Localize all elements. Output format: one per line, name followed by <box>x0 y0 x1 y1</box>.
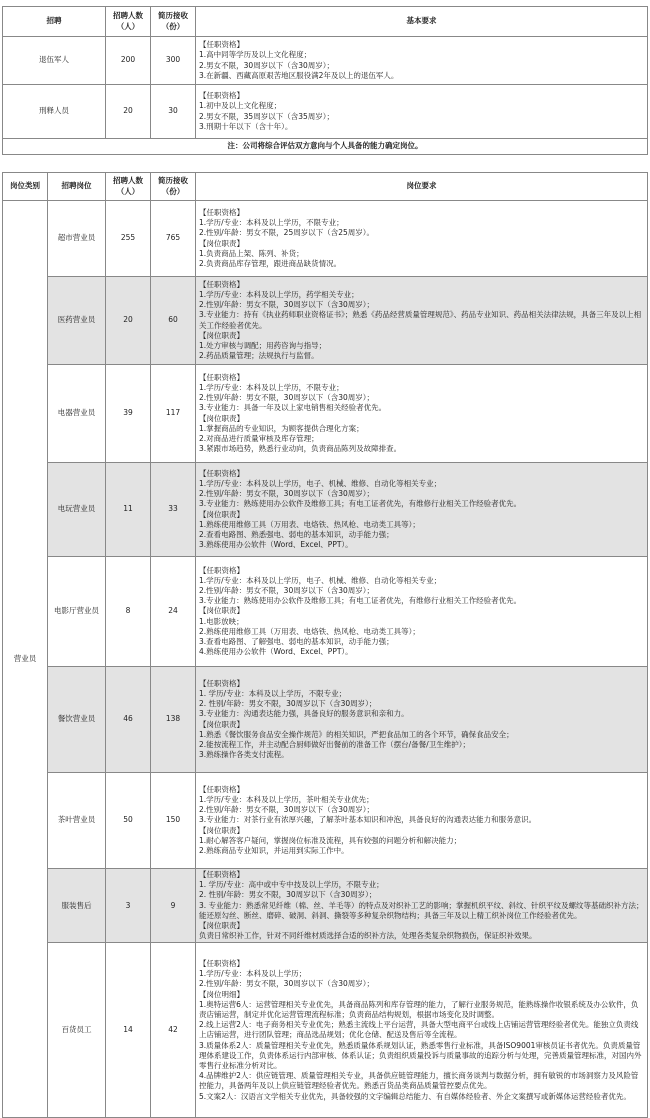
requirement-line: 1.负责商品上架、陈列、补货； <box>199 248 304 258</box>
requirements-cell <box>196 201 648 277</box>
requirements-cell <box>196 85 648 139</box>
header-requirements: 基本要求 <box>196 7 648 37</box>
requirement-line: 3.查看电路图、了解强电、弱电的基本知识，动手能力强； <box>199 637 394 646</box>
table-row <box>3 201 648 277</box>
hire-count: 8 <box>106 557 151 667</box>
resume-count: 60 <box>151 277 196 365</box>
requirement-line: 1.学历/专业：本科及以上学历，电子、机械、维修、自动化等相关专业； <box>199 478 442 488</box>
requirement-line: 1.学历/专业：本科及以上学历； <box>199 969 307 979</box>
requirement-line: 2.性别/年龄：男女不限，25周岁以下（含25周岁）。 <box>199 228 375 238</box>
hire-count: 3 <box>106 869 151 943</box>
resume-count: 138 <box>151 667 196 773</box>
requirement-line: 1.学历/专业：本科及以上学历，茶叶相关专业优先； <box>199 794 374 804</box>
requirement-line: 【岗位职责】 <box>199 413 244 423</box>
table-row <box>3 943 648 1118</box>
requirement-line: 3. 专业能力：熟悉常见纤维（棉、丝、羊毛等）的特点及对织补工艺的影响；掌握机织平纹、斜纹、针织平纹及螺纹等基础织补方法；能还原勾丝、断丝、磨碎、破洞、斜洞、撕裂等多种复杂织物结构；具备三年及以上精工织补岗位工作经验者优先。 <box>199 900 644 920</box>
hire-count: 20 <box>106 85 151 139</box>
header-resumes: 简历接收 （份） <box>151 7 196 37</box>
table-row <box>3 37 648 85</box>
hire-count: 50 <box>106 773 151 869</box>
requirement-line: 2.对商品进行质量审核及库存管理； <box>199 433 319 443</box>
requirement-line: 【任职资格】 <box>199 784 244 794</box>
resume-count: 24 <box>151 557 196 667</box>
requirement-line: 【任职资格】 <box>199 91 244 101</box>
requirement-line: 2.查看电路图、熟悉强电、弱电的基本知识，动手能力强； <box>199 529 394 539</box>
requirement-line: 1.耐心解答客户疑问，掌握岗位标准及流程，具有较强的问题分析和解决能力； <box>199 835 462 845</box>
requirement-line: 1.学历/专业：本科及以上学历，不限专业； <box>199 382 344 392</box>
requirement-line: 2.药品质量管理；法规执行与监督。 <box>199 351 319 361</box>
requirement-line: 1.学历/专业：本科及以上学历，不限专业； <box>199 218 344 228</box>
requirement-line: 2.熟练使用维修工具（万用表、电烙铁、热风枪、电动类工具等）； <box>199 626 420 636</box>
requirement-line: 3.专业能力：熟练使用办公软件及维修工具；有电工证者优先，有维修行业相关工作经验者优先。 <box>199 596 522 606</box>
requirement-line: 【岗位职责】 <box>199 921 244 931</box>
table-row <box>3 667 648 773</box>
requirement-line: 【岗位职责】 <box>199 330 244 340</box>
requirement-line: 4.熟练使用办公软件（Word、Excel、PPT）。 <box>199 647 353 657</box>
table-note: 注：公司将综合评估双方意向与个人具备的能力确定岗位。 <box>3 139 648 155</box>
requirement-line: 1.处方审核与调配；用药咨询与指导； <box>199 340 327 350</box>
position-name: 刑释人员 <box>3 85 106 139</box>
requirement-line: 【岗位职责】 <box>199 509 244 519</box>
requirement-line: 2.能按流程工作，并主动配合厨师做好出餐前的准备工作（摆台/备餐/卫生维护）； <box>199 739 470 749</box>
table-row <box>3 85 648 139</box>
position-name: 茶叶营业员 <box>48 773 106 869</box>
header-count: 招聘人数 （人） <box>106 173 151 201</box>
requirement-line: 【任职资格】 <box>199 468 244 478</box>
requirement-line: 3.刑期十年以下（含十年）。 <box>199 121 293 131</box>
table-row <box>3 869 648 943</box>
requirement-line: 【任职资格】 <box>199 870 244 879</box>
requirement-line: 【岗位职责】 <box>199 606 244 616</box>
requirement-line: 3.熟练操作各类支付流程。 <box>199 750 289 760</box>
resume-count: 117 <box>151 365 196 463</box>
requirement-line: 【任职资格】 <box>199 279 244 289</box>
requirement-line: 2.熟练商品专业知识，并运用到实际工作中。 <box>199 846 349 855</box>
requirement-line: 【岗位职责】 <box>199 825 244 835</box>
requirement-line: 3.专业能力：沟通表达能力强，具备良好的服务意识和亲和力。 <box>199 709 409 719</box>
requirement-line: 【任职资格】 <box>199 372 244 382</box>
hire-count: 39 <box>106 365 151 463</box>
position-name: 餐饮营业员 <box>48 667 106 773</box>
requirement-line: 【任职资格】 <box>199 678 244 688</box>
requirement-line: 2.性别/年龄：男女不限，30周岁以下（含30周岁）； <box>199 979 375 989</box>
resume-count: 300 <box>151 37 196 85</box>
position-name: 退伍军人 <box>3 37 106 85</box>
requirement-line: 【任职资格】 <box>199 565 244 575</box>
requirement-line: 负责日常织补工作，针对不同纤维材质选择合适的织补方法，处理各类复杂织物损伤，保证织补效果。 <box>199 931 537 941</box>
requirement-line: 2.性别/年龄：男女不限，30周岁以下（含30周岁）； <box>199 585 375 595</box>
requirement-line: 2. 性别/年龄：男女不限，30周岁以下（含30周岁）； <box>199 699 377 709</box>
requirement-line: 1.学历/专业：本科及以上学历，药学相关专业； <box>199 289 359 299</box>
header-post: 招聘岗位 <box>48 173 106 201</box>
requirement-line: 2.男女不限，35周岁以下（含35周岁）； <box>199 111 334 121</box>
requirement-line: 【岗位职责】 <box>199 719 244 729</box>
requirement-line: 1. 学历/专业：高中或中专中技及以上学历，不限专业； <box>199 880 384 890</box>
table-veterans <box>2 6 648 155</box>
position-name: 电器营业员 <box>48 365 106 463</box>
requirement-line: 3.专业能力：持有《执业药师职业资格证书》；熟悉《药品经营质量管理规范》、药品专业知识、药品相关法律法规，具备三年及以上相关工作经验者优先。 <box>199 310 642 330</box>
requirement-line: 1.高中同等学历及以上文化程度； <box>199 50 312 60</box>
header-resumes: 简历接收 （份） <box>151 173 196 201</box>
requirement-line: 2.线上运营2人：电子商务相关专业优先；熟悉主流线上平台运营，具备大型电商平台或线上店铺运营管理经验者优先。能独立负责线上店铺运营，进行团队管理；商品选品规划；优化仓储、配送及售后等全流程。 <box>199 1020 639 1040</box>
requirement-line: 1.熟练使用维修工具（万用表、电烙铁、热风枪、电动类工具等）； <box>199 519 420 529</box>
header-position: 招聘 <box>3 7 106 37</box>
requirements-cell <box>196 667 648 773</box>
position-name: 超市营业员 <box>48 201 106 277</box>
requirements-cell <box>196 277 648 365</box>
requirements-cell <box>196 557 648 667</box>
resume-count: 765 <box>151 201 196 277</box>
requirements-cell <box>196 869 648 943</box>
resume-count: 33 <box>151 463 196 557</box>
requirement-line: 【任职资格】 <box>199 40 244 50</box>
requirement-line: 3.熟练使用办公软件（Word、Excel、PPT）。 <box>199 540 353 550</box>
requirement-line: 1.电影放映； <box>199 616 244 626</box>
requirement-line: 【岗位明细】 <box>199 989 244 999</box>
requirement-line: 【任职资格】 <box>199 207 244 217</box>
position-name: 电影厅营业员 <box>48 557 106 667</box>
requirement-line: 3.在新疆、西藏高原艰苦地区服役满2年及以上的退伍军人。 <box>199 70 399 80</box>
requirement-line: 【任职资格】 <box>199 959 244 968</box>
requirement-line: 3.专业能力：对茶行业有浓厚兴趣，了解茶叶基本知识和冲泡，具备良好的沟通表达能力和服务意识。 <box>199 815 537 825</box>
hire-count: 11 <box>106 463 151 557</box>
requirement-line: 1.初中及以上文化程度； <box>199 101 282 111</box>
header-requirements: 岗位要求 <box>196 173 648 201</box>
position-name: 服装售后 <box>48 869 106 943</box>
requirements-cell <box>196 773 648 869</box>
requirement-line: 2.负责商品库存管理，跟进商品缺货情况。 <box>199 258 342 268</box>
requirement-line: 1.掌握商品的专业知识，为顾客提供合理化方案； <box>199 423 364 433</box>
requirement-line: 4.品牌维护2人：供应链管理、质量管理相关专业，具备供应链管理能力，擅长商务谈判与数据分析，拥有敏锐的市场洞察力及风险管控能力，具备两年及以上供应链管理经验者优先。熟悉百货品类商品质量管控要点优先。 <box>199 1071 639 1091</box>
requirement-line: 2.男女不限，30周岁以下（含30周岁）； <box>199 60 334 70</box>
table-row <box>3 277 648 365</box>
hire-count: 14 <box>106 943 151 1118</box>
requirement-line: 【岗位职责】 <box>199 238 244 248</box>
resume-count: 30 <box>151 85 196 139</box>
requirements-cell <box>196 365 648 463</box>
hire-count: 255 <box>106 201 151 277</box>
requirement-line: 2.性别/年龄：男女不限，30周岁以下（含30周岁）； <box>199 489 375 499</box>
requirement-line: 3.紧跟市场趋势，熟悉行业动向，负责商品陈列及故障排查。 <box>199 444 402 454</box>
resume-count: 42 <box>151 943 196 1118</box>
table-row <box>3 773 648 869</box>
requirement-line: 1.奥特运营6人：运营管理相关专业优先，具备商品陈列和库存管理的能力，了解行业服务规范，能熟练操作收银系统及办公软件，负责店铺运营，制定并优化运营管理流程标准；负责商品结构规划，根据市场变化及时调整。 <box>199 999 639 1020</box>
table-positions <box>2 172 648 1118</box>
requirements-cell <box>196 943 648 1118</box>
requirements-cell <box>196 37 648 85</box>
table-row <box>3 365 648 463</box>
position-name: 医药营业员 <box>48 277 106 365</box>
requirement-line: 1.熟悉《餐饮服务食品安全操作规范》的相关知识，严把食品加工的各个环节，确保食品安全； <box>199 729 514 739</box>
requirement-line: 1.学历/专业：本科及以上学历，电子、机械、维修、自动化等相关专业； <box>199 575 442 585</box>
header-category: 岗位类别 <box>3 173 48 201</box>
position-name: 百货员工 <box>48 943 106 1118</box>
hire-count: 20 <box>106 277 151 365</box>
table-row <box>3 463 648 557</box>
hire-count: 46 <box>106 667 151 773</box>
resume-count: 150 <box>151 773 196 869</box>
requirement-line: 2. 性别/年龄：男女不限，30周岁以下（含30周岁）； <box>199 890 377 900</box>
requirements-cell <box>196 463 648 557</box>
requirement-line: 3.专业能力：熟练使用办公软件及维修工具；有电工证者优先，有维修行业相关工作经验者优先。 <box>199 499 522 509</box>
requirement-line: 2.性别/年龄：男女不限，30周岁以下（含30周岁）； <box>199 393 375 403</box>
requirement-line: 3.专业能力：具备一年及以上家电销售相关经验者优先。 <box>199 403 387 413</box>
requirement-line: 2.性别/年龄：男女不限，30周岁以下（含30周岁）； <box>199 805 375 815</box>
table-row <box>3 557 648 667</box>
requirement-line: 2.性别/年龄：男女不限，30周岁以下（含30周岁）； <box>199 300 375 310</box>
requirement-line: 1. 学历/专业：本科及以上学历，不限专业； <box>199 688 347 698</box>
resume-count: 9 <box>151 869 196 943</box>
requirement-line: 3.质量体系2人：质量管理相关专业优先，熟悉质量体系规划认证，熟悉零售行业标准，具备ISO9001审核员证书者优先。负责质量管理体系建设工作，负责体系运行内部审核、体系认证；负责组织质量投诉与质量事故的追踪分析与处理，完善质量管理标准，对国内外零售行业标准分析对比。 <box>199 1040 642 1071</box>
requirement-line: 5.文案2人：汉语言文学相关专业优先，具备较强的文字编辑总结能力、有自媒体经验者、外企文案撰写或新媒体运营经验者优先。 <box>199 1091 631 1101</box>
header-count: 招聘人数 （人） <box>106 7 151 37</box>
hire-count: 200 <box>106 37 151 85</box>
position-name: 电玩营业员 <box>48 463 106 557</box>
category-cell: 营业员 <box>3 201 48 1118</box>
